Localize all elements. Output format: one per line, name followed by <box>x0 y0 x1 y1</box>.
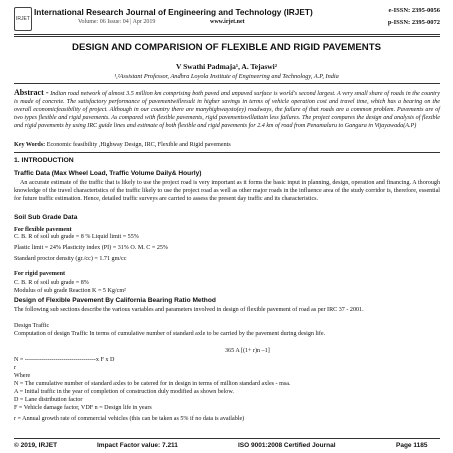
footer-page-number: Page 1185 <box>396 442 428 449</box>
formula-denominator: r <box>14 365 17 371</box>
cbr-paragraph: The following sub sections describe the various variables and parameters involved in design of flexible pavement of road as per IRC 37 - 2001. <box>14 307 364 313</box>
paper-title: DESIGN AND COMPARISION OF FLEXIBLE AND RIGID PAVEMENTS <box>72 42 381 53</box>
design-traffic-label: Design Traffic <box>14 323 50 329</box>
abstract-text: Indian road network of almost 3.5 million km comprising both paved and unpaved surface is world's second largest. A very small share of roads in the country is made of concrete. The satisfactory performance of pavementwillresult in higher savings in terms of vehicle operation cost and travel time, which has a bearing on the overall economicfeasibility of project. Although in our country there are manyhighwaysto(ey) roadways, the failure of that roads are a common problem. Pavements are of two types flexible and rigid pavements. As compared with flexible pavements, rigid pavementswillattain less failures. The project compares the design and analysis of flexible and rigid pavements by using IRC guide lines and estimate of both flexible and rigid pavements for 2.4 km of road from Penamaluru to Gangura in Vijayawada(A.P) <box>14 91 440 129</box>
soil-heading: Soil Sub Grade Data <box>14 214 78 221</box>
definition-line: N = The cumulative number of standard axles to be catered for in design in terms of million standard axles - msa. <box>14 381 291 387</box>
abstract-label: Abstract - <box>14 88 49 97</box>
definition-line: A = Initial traffic in the year of completion of construction duly modified as shown below. <box>14 389 234 395</box>
cbr-heading: Design of Flexible Pavement By California Bearing Ratio Method <box>14 297 216 304</box>
definition-line: F = Vehicle damage factor, VDF n = Design life in years <box>14 405 152 411</box>
keywords-text: Economic feasibility ,Highway Design, IRC, Flexible and Rigid pavements <box>45 142 231 148</box>
journal-website[interactable]: www.irjet.net <box>210 19 245 25</box>
header-divider-double <box>14 36 440 37</box>
eissn: e-ISSN: 2395-0056 <box>388 7 440 14</box>
journal-header <box>14 6 440 32</box>
rigid-line: Modulus of sub grade Reaction K = 5 Kg/cm² <box>14 288 126 294</box>
flexible-label: For flexible pavement <box>14 226 72 233</box>
pissn: p-ISSN: 2395-0072 <box>387 19 440 26</box>
footer-copyright: © 2019, IRJET <box>14 442 58 449</box>
traffic-paragraph: An accurate estimate of the traffic that is likely to use the project road is very important as it forms the basic input in planning, design, operation and financing. A thorough knowledge of the travel characteristics of the traffic likely to use the project road as well as other major roads in the influence area of the study corridor is, therefore, essential for future traffic estimation. Hence, detailed traffic surveys are carried to assess the present day traffic and its characteristics. <box>14 180 440 202</box>
keywords <box>14 142 440 150</box>
rigid-label: For rigid pavement <box>14 270 66 277</box>
journal-name: International Research Journal of Engineering and Technology (IRJET) <box>34 7 313 17</box>
abstract <box>14 89 440 131</box>
formula-main: N = -----------------------------------x F x D <box>14 357 115 363</box>
keywords-label: Key Words: <box>14 142 46 148</box>
paper-authors: V Swathi Padmaja¹, A. Tejaswi² <box>175 62 278 71</box>
footer-impact-factor: Impact Factor value: 7.211 <box>97 442 178 449</box>
flexible-line: C. B. R of soil sub grade = 8 % Liquid limit = 55% <box>14 234 139 240</box>
rigid-line: C. B. R of soil sub grade = 8% <box>14 280 89 286</box>
abstract-top-rule <box>14 83 440 84</box>
where-label: Where <box>14 373 31 379</box>
header-divider <box>14 34 440 35</box>
traffic-heading: Traffic Data (Max Wheel Load, Traffic Volume Daily& Hourly) <box>14 170 202 177</box>
definition-line: D = Lane distribution factor <box>14 397 83 403</box>
keywords-rule <box>14 152 440 153</box>
definition-line: r = Annual growth rate of commercial vehicles (this can be taken as 5% if no data is available) <box>14 416 245 422</box>
intro-heading: 1. INTRODUCTION <box>14 157 74 164</box>
footer-iso: ISO 9001:2008 Certified Journal <box>238 442 336 449</box>
flexible-line: Plastic limit = 24% Plasticity index (PI) = 31% O. M. C = 25% <box>14 245 169 251</box>
formula-numerator: 365 A [(1+ r)n –1] <box>225 348 270 354</box>
volume-issue: Volume: 06 Issue: 04 | Apr 2019 <box>78 19 156 25</box>
computation-paragraph: Computation of design Traffic In terms of cumulative number of standard axle to be carried by the pavement during design life. <box>14 331 326 337</box>
author-affiliation: ¹,²Assistant Professor, Andhra Loyola Institute of Engineering and Technology, A.P, India <box>114 73 339 80</box>
footer-divider <box>14 438 440 439</box>
flexible-line: Standard proctor density (gr./cc) = 1.71 gm/cc <box>14 256 127 262</box>
irjet-logo: IRJET <box>14 7 32 31</box>
